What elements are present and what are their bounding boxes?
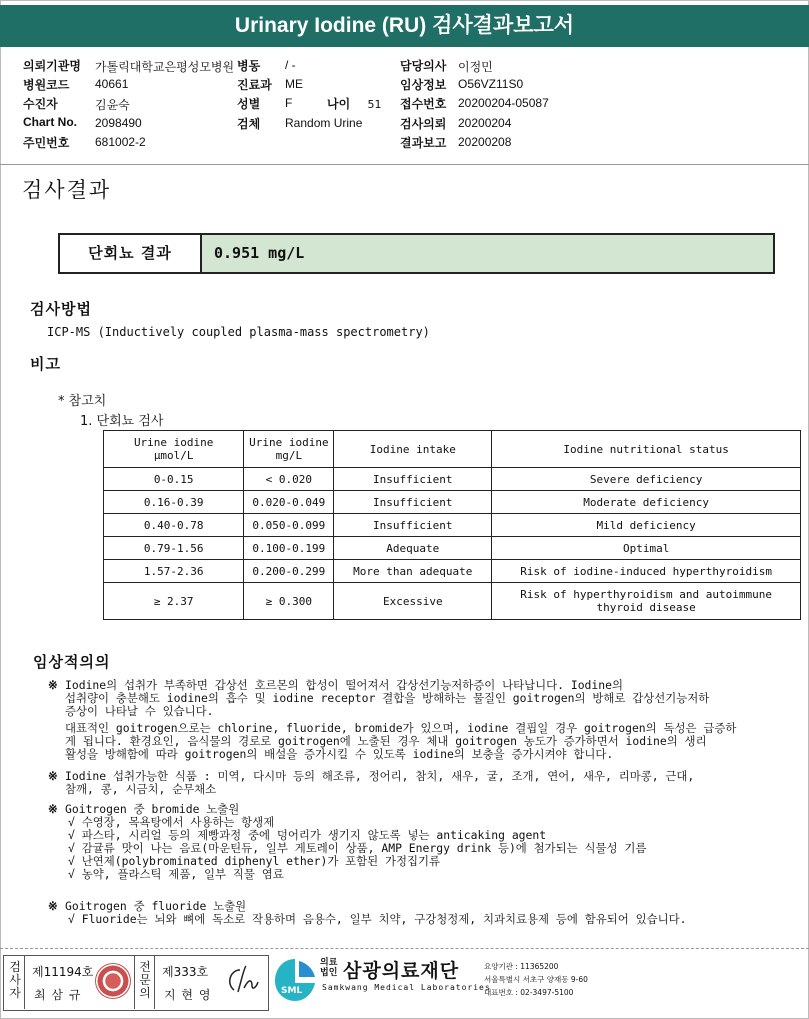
note-line: Iodine의 섭취가 부족하면 갑상선 호르몬의 합성이 떨어져서 갑상선기능저하증이 나타납니다. Iodine의 <box>65 678 623 692</box>
clinical-note <box>48 899 687 926</box>
header-right-label: 임상정보 <box>400 78 447 93</box>
table-header-cell: Iodine intake <box>334 431 492 468</box>
note-line: √ 수영장, 목욕탕에서 사용하는 항생제 <box>68 815 275 829</box>
note-line: √ 난연제(polybrominated diphenyl ether)가 포함된 가정집기류 <box>68 854 441 868</box>
note-bullet: ※ <box>48 802 58 816</box>
table-cell: 0.100-0.199 <box>244 537 334 560</box>
header-right-label: 검사의뢰 <box>400 116 447 131</box>
header-mid-label: 검체 <box>237 116 261 131</box>
specialist-label: 전 문 의 <box>139 960 151 1000</box>
table-row <box>104 491 801 514</box>
note-line: 대표적인 goitrogen으로는 chlorine, fluoride, bromide가 있으며, iodine 결핍일 경우 goitrogen의 독성은 급증하 <box>65 721 737 735</box>
header-left-value: 김윤숙 <box>95 98 130 113</box>
header-left-value: 40661 <box>95 77 129 92</box>
result-box <box>58 233 775 274</box>
table-header-cell: Urine iodine mg/L <box>244 431 334 468</box>
header-left-value: 2098490 <box>95 115 142 130</box>
header-right-label: 담당의사 <box>400 59 447 73</box>
header-mid-value: Random Urine <box>285 115 363 130</box>
examiner-label: 검 사 자 <box>9 960 21 1000</box>
table-cell: 0.200-0.299 <box>244 560 334 583</box>
examiner-name: 최 삼 규 <box>34 988 82 1002</box>
note-line: 섭취량이 충분해도 iodine의 흡수 및 iodine receptor 결합을 방해하는 물질인 goitrogen의 방해로 갑상선기능저하 <box>65 691 710 705</box>
logo-text: SML <box>281 986 303 996</box>
table-cell: Mild deficiency <box>492 514 801 537</box>
note-line: √ Fluoride는 뇌와 뼈에 독소로 작용하며 음용수, 일부 치약, 구강청정제, 치과치료용제 등에 함유되어 있습니다. <box>68 912 687 926</box>
header-left-label: 주민번호 <box>23 135 70 150</box>
table-cell: Optimal <box>492 537 801 560</box>
header-mid-value: F <box>285 96 293 111</box>
table-cell: Adequate <box>334 537 492 560</box>
note-line: 참깨, 콩, 시금치, 순무채소 <box>65 782 217 796</box>
header-mid-value: ME <box>285 77 303 92</box>
table-row <box>104 560 801 583</box>
header-right-value: 20200208 <box>458 134 512 149</box>
table-cell: 1.57-2.36 <box>104 560 244 583</box>
reference-title: * 참고치 <box>58 394 107 409</box>
table-cell: More than adequate <box>334 560 492 583</box>
examiner-seal <box>95 963 131 999</box>
note-line: Iodine 섭취가능한 식품 : 미역, 다시마 등의 해조류, 정어리, 참치, 새우, 굴, 조개, 연어, 새우, 리마콩, 근대, <box>65 769 695 783</box>
header-left-label: 의뢰기관명 <box>23 59 81 73</box>
note-line: √ 농약, 플라스틱 제품, 일부 직물 염료 <box>68 867 284 881</box>
header-left-value: 681002-2 <box>95 134 146 149</box>
org-name: 삼광의료재단 <box>343 960 460 982</box>
method-title: 검사방법 <box>30 300 92 318</box>
header-right-label: 결과보고 <box>400 135 447 150</box>
clinical-title: 임상적의의 <box>33 653 111 671</box>
table-cell: 0.79-1.56 <box>104 537 244 560</box>
result-label: 단회뇨 결과 <box>60 235 202 272</box>
examiner-number: 제11194호 <box>32 965 94 979</box>
note-line: 활성을 방해함에 따라 goitrogen의 배설을 증가시킬 수 있도록 iodine의 보충을 증가시켜야 합니다. <box>65 747 614 761</box>
header-divider <box>0 164 809 165</box>
result-value: 0.951 mg/L <box>202 235 773 272</box>
signature-icon <box>222 962 262 998</box>
header-left-label: Chart No. <box>23 114 77 129</box>
sml-logo-icon <box>273 957 317 1003</box>
table-cell: Risk of hyperthyroidism and autoimmune thyroid disease <box>492 583 801 620</box>
table-header-row <box>104 431 801 468</box>
org-english-name: Samkwang Medical Laboratories <box>322 983 491 992</box>
footer-divider <box>0 948 809 949</box>
header-right-label: 접수번호 <box>400 97 447 112</box>
table-header-cell: Urine iodine μmol/L <box>104 431 244 468</box>
header-mid-label: 성별 <box>237 97 261 112</box>
note-bullet: ※ <box>48 678 58 692</box>
org-phone: 대표번호 : 02-3497-5100 <box>484 988 574 997</box>
note-bullet: ※ <box>48 769 58 783</box>
note-line: √ 감귤류 맛이 나는 음료(마운틴듀, 일부 게토레이 상품, AMP Energy drink 등)에 첨가되는 식물성 기름 <box>68 841 647 855</box>
note-line: 게 됩니다. 환경요인, 음식물의 경로로 goitrogen에 노출된 경우 체내 goitrogen 농도가 증가하면서 iodine의 생리 <box>65 734 707 748</box>
table-row <box>104 468 801 491</box>
header-left-value: 가톨릭대학교은평성모병원 <box>95 60 235 74</box>
table-cell: 0.020-0.049 <box>244 491 334 514</box>
note-bullet: ※ <box>48 899 58 913</box>
note-line: 증상이 나타날 수 있습니다. <box>65 704 214 718</box>
table-cell: 0-0.15 <box>104 468 244 491</box>
specialist-number: 제333호 <box>162 965 209 979</box>
clinical-note <box>48 769 695 796</box>
age-value: 51 <box>367 98 382 111</box>
header-right-value: O56VZ11S0 <box>458 77 524 92</box>
table-row <box>104 514 801 537</box>
header-left-label: 병원코드 <box>23 78 70 93</box>
table-row <box>104 537 801 560</box>
table-cell: Moderate deficiency <box>492 491 801 514</box>
table-cell: Insufficient <box>334 468 492 491</box>
clinical-note <box>48 678 737 761</box>
org-prefix: 의료 법인 <box>320 958 338 978</box>
note-line: Goitrogen 중 fluoride 노출원 <box>65 899 247 913</box>
table-cell: 0.40-0.78 <box>104 514 244 537</box>
method-text: ICP-MS (Inductively coupled plasma-mass spectrometry) <box>47 325 430 339</box>
header-right-value: 이정민 <box>458 60 493 74</box>
age-field <box>327 95 382 112</box>
table-cell: ≥ 0.300 <box>244 583 334 620</box>
reference-subtitle: 1. 단회뇨 검사 <box>80 414 164 429</box>
table-cell: Insufficient <box>334 491 492 514</box>
clinical-note <box>48 802 647 881</box>
table-cell: Severe deficiency <box>492 468 801 491</box>
header-mid-label: 병동 <box>237 59 261 73</box>
org-code: 요양기관 : 11365200 <box>484 962 559 971</box>
table-row <box>104 583 801 620</box>
note-line: Goitrogen 중 bromide 노출원 <box>65 802 240 816</box>
specialist-name: 지 현 영 <box>164 988 212 1002</box>
header-mid-value: / - <box>285 58 296 72</box>
reference-table <box>103 430 801 620</box>
report-title: Urinary Iodine (RU) 검사결과보고서 <box>0 5 809 47</box>
table-cell: < 0.020 <box>244 468 334 491</box>
header-left-label: 수진자 <box>23 97 58 112</box>
table-header-cell: Iodine nutritional status <box>492 431 801 468</box>
table-cell: Excessive <box>334 583 492 620</box>
header-right-value: 20200204 <box>458 115 512 130</box>
note-line: √ 파스타, 시리얼 등의 제빵과정 중에 덩어리가 생기지 않도록 넣는 anticaking agent <box>68 828 547 842</box>
table-cell: Insufficient <box>334 514 492 537</box>
table-cell: ≥ 2.37 <box>104 583 244 620</box>
header-right-value: 20200204-05087 <box>458 96 549 111</box>
header-mid-label: 진료과 <box>237 78 272 93</box>
org-info <box>484 960 588 999</box>
remarks-title: 비고 <box>30 355 61 373</box>
table-cell: Risk of iodine-induced hyperthyroidism <box>492 560 801 583</box>
table-cell: 0.16-0.39 <box>104 491 244 514</box>
age-label: 나이 <box>327 97 351 111</box>
org-address: 서울특별시 서초구 양재동 9-60 <box>484 975 588 984</box>
section-result-title: 검사결과 <box>22 178 112 202</box>
table-cell: 0.050-0.099 <box>244 514 334 537</box>
